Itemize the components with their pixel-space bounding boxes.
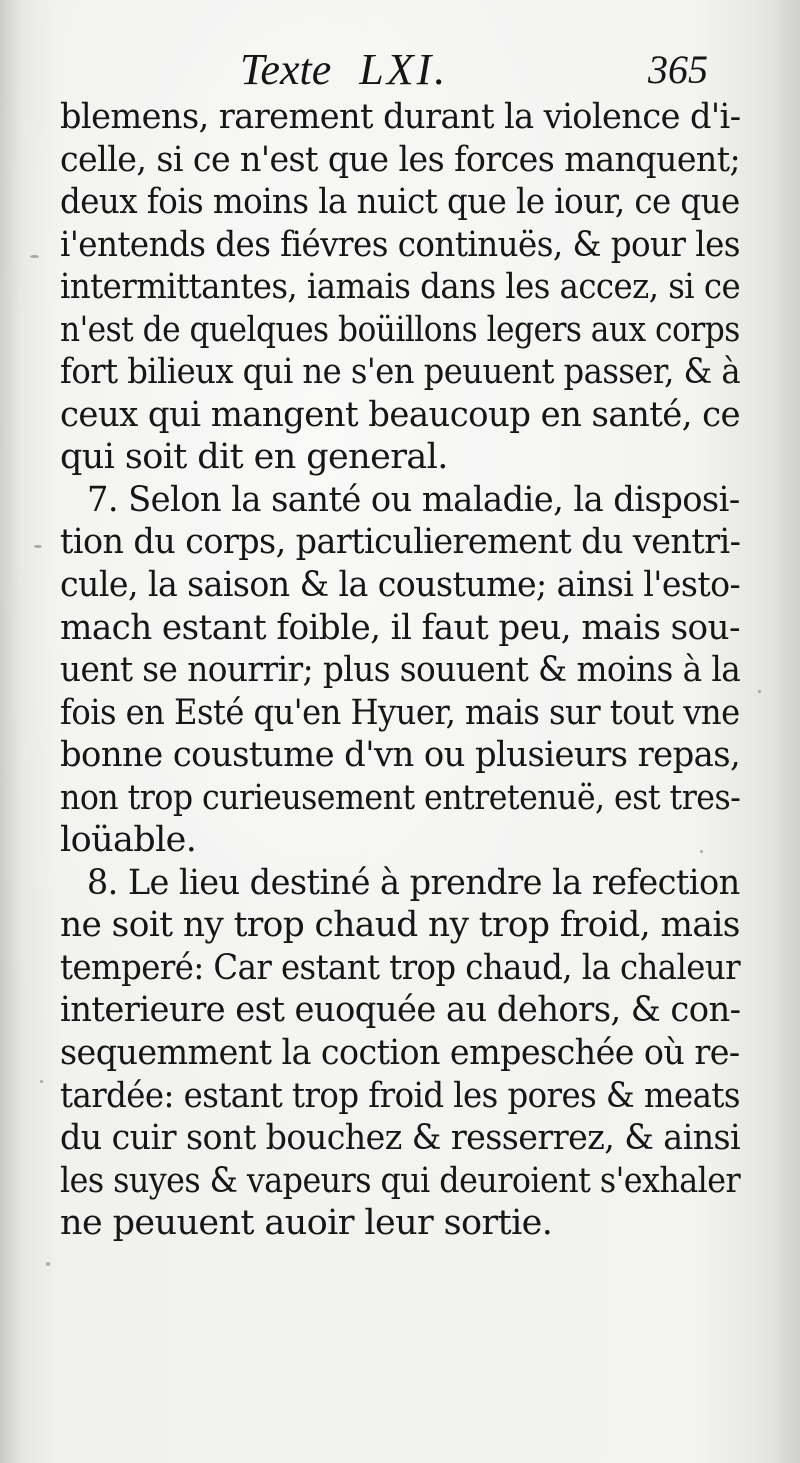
page-number: 365 (648, 47, 708, 92)
text-line: n'est de quelques boüillons legers aux corps (60, 309, 740, 350)
text-line: sequemment la coction empeschée où re- (60, 1033, 740, 1074)
running-title-numeral: LXI. (359, 45, 449, 94)
text-line: tardée: estant trop froid les pores & meats (60, 1075, 740, 1116)
text-line: les suyes & vapeurs qui deuroient s'exhaler (60, 1160, 741, 1201)
text-line: temperé: Car estant trop chaud, la chaleur (60, 947, 741, 988)
body-text (60, 96, 740, 1245)
text-line: bonne coustume d'vn ou plusieurs repas, (60, 735, 741, 776)
text-line: mach estant foible, il faut peu, mais sou- (60, 607, 740, 648)
margin-mark (34, 545, 42, 548)
text-line: ne soit ny trop chaud ny trop froid, mais (60, 905, 740, 946)
text-line: tion du corps, particulierement du ventri- (60, 522, 741, 563)
text-line: ceux qui mangent beaucoup en santé, ce (60, 394, 741, 435)
text-line: loüable. (60, 820, 197, 861)
text-line: uent se nourrir; plus souuent & moins à la (60, 650, 741, 691)
paragraph-start-8: 8. Le lieu destiné à prendre la refection (86, 862, 740, 903)
page-header (0, 40, 800, 100)
text-line: blemens, rarement durant la violence d'i- (60, 97, 741, 137)
paragraph-start-7: 7. Selon la santé ou maladie, la disposi- (86, 479, 740, 520)
running-title-word: Texte (240, 45, 332, 94)
text-line: deux fois moins la nuict que le iour, ce que (60, 182, 740, 223)
margin-mark (30, 255, 39, 258)
text-line: non trop curieusement entretenuë, est tres- (60, 777, 741, 818)
text-line: i'entends des fiévres continuës, & pour les (60, 224, 740, 265)
text-line: du cuir sont bouchez & resserrez, & ainsi (60, 1118, 741, 1159)
text-line: ne peuuent auoir leur sortie. (60, 1203, 553, 1244)
text-line: celle, si ce n'est que les forces manquent; (60, 139, 741, 180)
running-title (240, 40, 448, 100)
margin-mark (46, 1262, 50, 1266)
text-line: qui soit dit en general. (60, 437, 448, 478)
text-line: fort bilieux qui ne s'en peuuent passer, & à (60, 352, 741, 393)
text-line: interieure est euoquée au dehors, & con- (60, 990, 741, 1031)
text-line: fois en Esté qu'en Hyuer, mais sur tout vne (60, 692, 740, 733)
margin-mark (40, 1080, 43, 1083)
text-line: cule, la saison & la coustume; ainsi l'esto- (60, 565, 741, 606)
margin-mark (758, 690, 761, 693)
text-line: intermittantes, iamais dans les accez, si ce (60, 267, 741, 308)
